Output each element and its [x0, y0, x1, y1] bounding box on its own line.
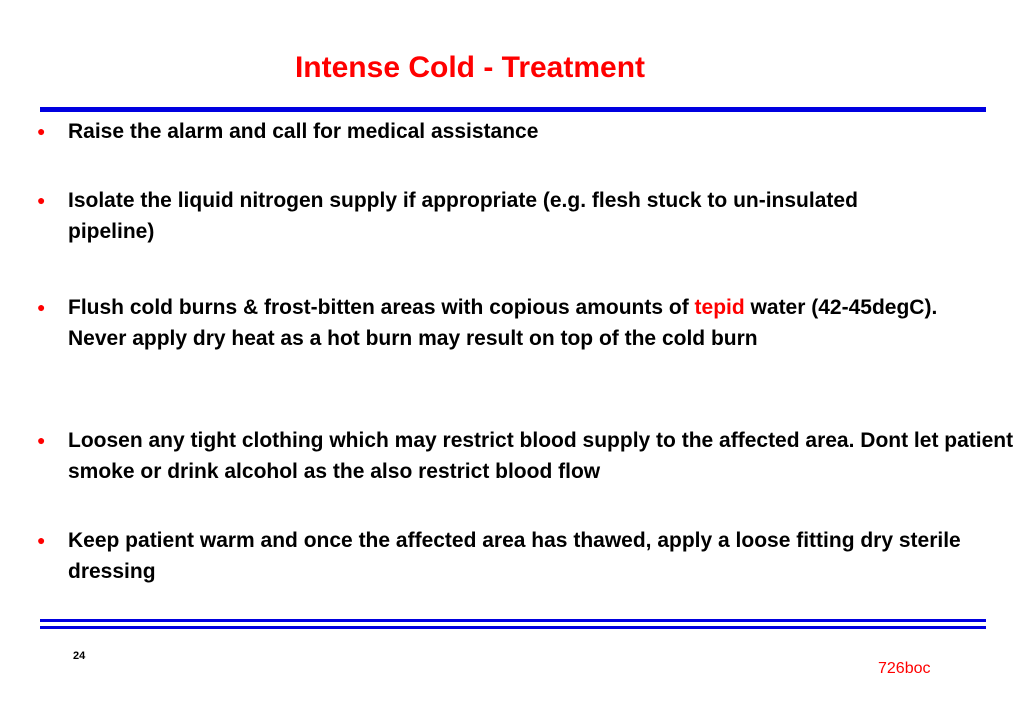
- footer-divider-upper: [40, 619, 986, 622]
- bullet-item-1: [37, 116, 1011, 147]
- bullet-dot-icon: ●: [37, 192, 46, 208]
- bullet-dot-icon: ●: [37, 123, 46, 139]
- bullet-text-before: Flush cold burns & frost-bitten areas with copious amounts of: [68, 296, 695, 319]
- bullet-dot-icon: ●: [37, 532, 46, 548]
- bullet-item-5: [37, 525, 1003, 587]
- bullet-text: Raise the alarm and call for medical assistance: [68, 120, 539, 143]
- footer-code: 726boc: [878, 660, 931, 677]
- bullet-text: Isolate the liquid nitrogen supply if appropriate (e.g. flesh stuck to un-insulated pipeline): [68, 189, 858, 243]
- bullet-text-after: water (42-45degC). Never apply dry heat as a hot burn may result on top of the cold burn: [68, 296, 938, 350]
- page-number: 24: [73, 650, 86, 662]
- bullet-dot-icon: ●: [37, 299, 46, 315]
- bullet-highlight-tepid: tepid: [694, 296, 745, 319]
- bullet-item-4: [37, 425, 1019, 487]
- bullet-text: Keep patient warm and once the affected area has thawed, apply a loose fitting dry sterile dressing: [68, 529, 961, 583]
- footer-divider-lower: [40, 626, 986, 629]
- bullet-dot-icon: ●: [37, 432, 46, 448]
- bullet-item-2: [37, 185, 923, 247]
- bullet-text: Loosen any tight clothing which may restrict blood supply to the affected area. Dont let patient smoke or drink alcohol as the also restrict blood flow: [68, 429, 1014, 483]
- slide-title: Intense Cold - Treatment: [294, 51, 646, 84]
- bullet-item-3: [37, 292, 983, 354]
